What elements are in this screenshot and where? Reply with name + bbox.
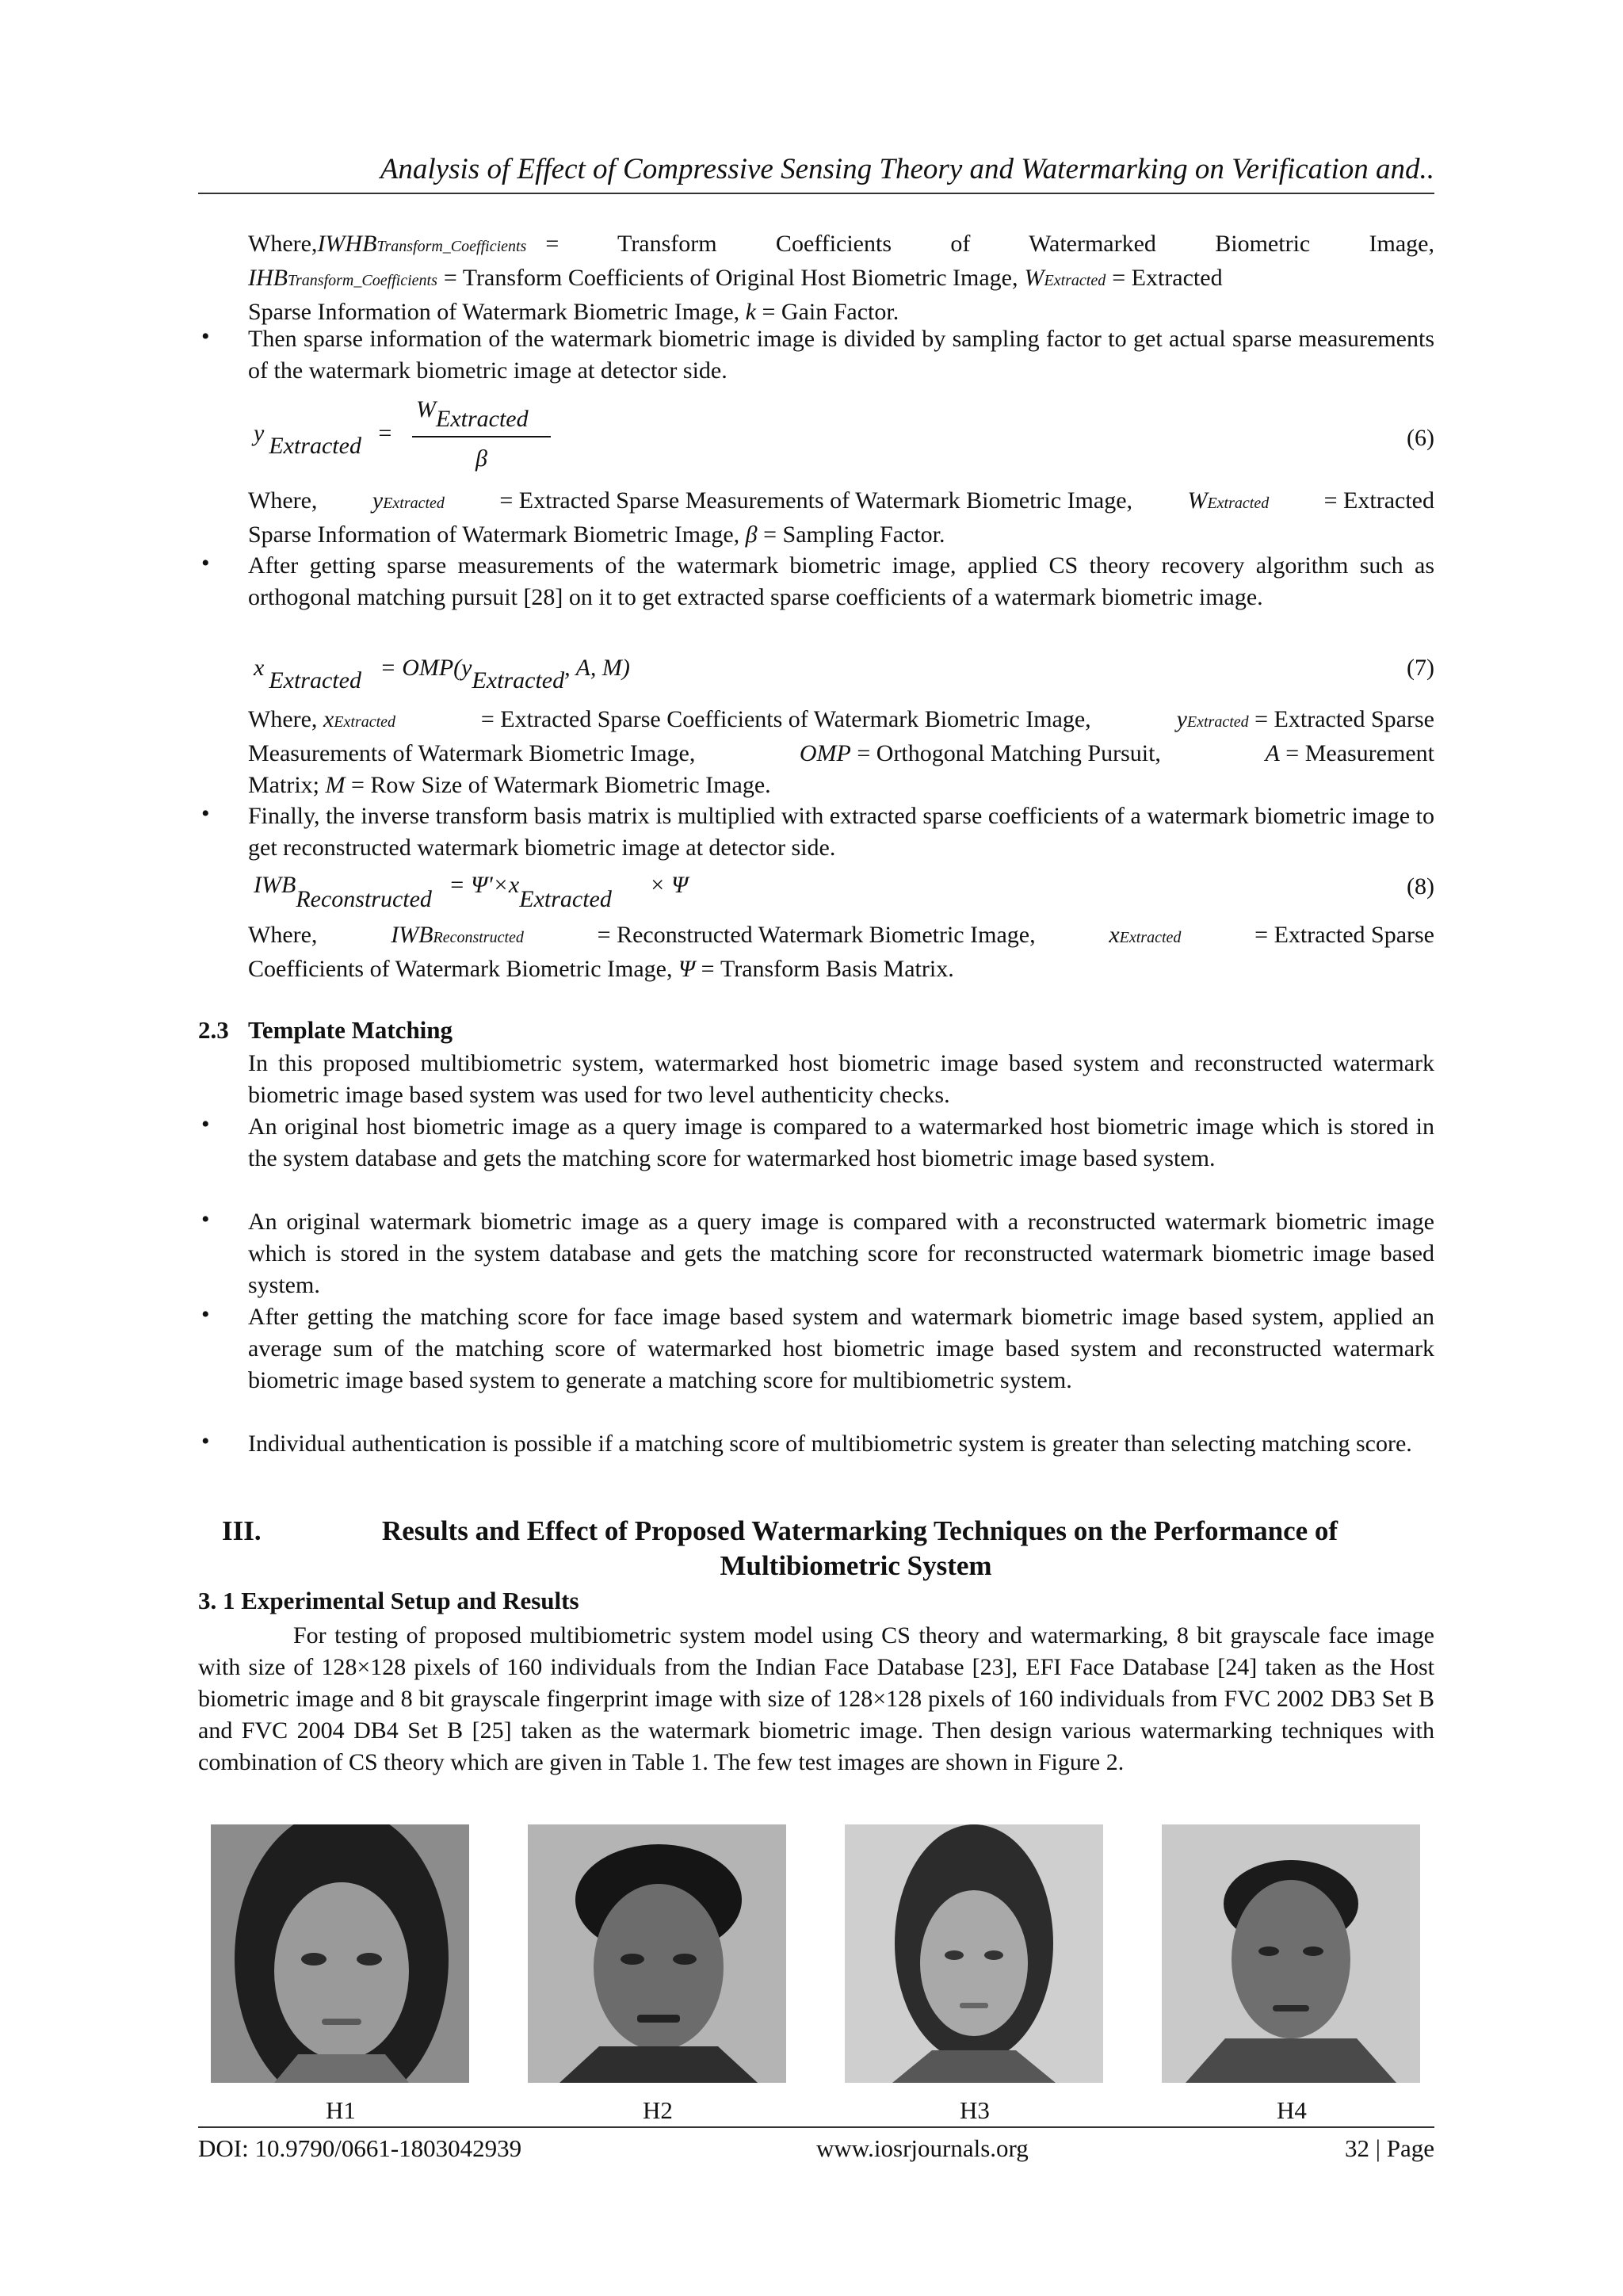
header-divider [198, 193, 1434, 194]
caption-h4: H4 [1277, 2096, 1307, 2124]
equation-6-denominator: β [475, 445, 487, 472]
equation-6-numerator: WExtracted [416, 396, 529, 432]
w-subscript: Extracted [1207, 495, 1270, 512]
beta-definition: = Sampling Factor. [763, 521, 945, 548]
iwhb-subscript: Transform_Coeffi [376, 238, 490, 255]
equation-8: IWBReconstructed = Ψ'×xExtracted × Ψ [254, 872, 689, 912]
caption-h1: H1 [326, 2096, 356, 2124]
footer-website: www.iosrjournals.org [816, 2134, 1029, 2162]
bullet-marker: • [201, 1111, 210, 1137]
bullet-marker: • [201, 800, 210, 827]
equation-6-lhs: y Extracted = [254, 420, 393, 459]
face-image-h4 [1162, 1824, 1420, 2083]
ihb-symbol: IHB [248, 265, 288, 291]
k-definition: = Gain Factor. [762, 299, 899, 325]
template-bullet-3: After getting the matching score for face image based system and watermark biometric image based system, applied an average sum of the matching score of watermarked host biometric image based system and reconstructed watermark biometric image based system to generate a matching score for multibiometric system. [248, 1304, 1434, 1393]
w-definition: = Extracted [1112, 265, 1223, 291]
w-symbol: W [1024, 265, 1044, 291]
where6-line2: Sparse Information of Watermark Biometric Image, [248, 521, 740, 548]
face-image-h2 [528, 1824, 786, 2083]
footer-doi: DOI: 10.9790/0661-1803042939 [198, 2134, 522, 2162]
bullet-marker: • [201, 1206, 210, 1232]
bullet-inverse-transform: Finally, the inverse transform basis matrix is multiplied with extracted sparse coefficients of a watermark biometric image to get reconstructed watermark biometric image at detector side. [248, 803, 1434, 861]
iwhb-definition: = Transform Coefficients of Watermarked Biometric Image, [545, 231, 1434, 257]
bullet-marker: • [201, 1428, 210, 1454]
w-definition: = Extracted [1323, 487, 1434, 514]
ihb-subscript: Transform_Coefficients [287, 272, 437, 289]
bullet-sparse-info: Then sparse information of the watermark biometric image is divided by sampling factor to get actual sparse measurements of the watermark biometric image at detector side. [248, 326, 1434, 384]
where-block-eq8: Where, IWBReconstructed = Reconstructed Watermark Biometric Image, xExtracted = Extracted Sparse Coefficients of Watermark Biometric Image, Ψ = Transform Basis Matrix. [248, 922, 1434, 982]
section-2-3-number: 2.3 [198, 1016, 229, 1044]
iwhb-symbol: IWHB [317, 231, 377, 257]
where-block-eq7: Where, xExtracted = Extracted Sparse Coefficients of Watermark Biometric Image, yExtracted = Extracted Sparse Measurements of Watermark Biometric Image, OMP = Orthogonal Matching Pursuit, A = Measurement Matrix; M = Row Size of Watermark Biometric Image. [248, 706, 1434, 798]
section-2-3-title: Template Matching [248, 1016, 453, 1044]
caption-h2: H2 [643, 2096, 673, 2124]
bullet-marker: • [201, 323, 210, 350]
template-bullet-2: An original watermark biometric image as a query image is compared with a reconstructed watermark biometric image which is stored in the system database and gets the matching score for reconstructed watermark biometric image based system. [248, 1209, 1434, 1298]
where5-line3: Sparse Information of Watermark Biometric Image, [248, 299, 740, 325]
bullet-marker: • [201, 1301, 210, 1328]
experimental-setup-paragraph: For testing of proposed multibiometric system model using CS theory and watermarking, 8 bit grayscale face image with size of 128×128 pixels of 160 individuals from the Indian Face Database [23], EFI Face Database [24] taken as the Host biometric image and 8 bit grayscale fingerprint image with size of 128×128 pixels of 160 individuals from FVC 2002 DB3 Set B and FVC 2004 DB4 Set B [25] taken as the watermark biometric image. Then design various watermarking techniques with combination of CS theory which are given in Table 1. The few test images are shown in Figure 2. [198, 1622, 1434, 1775]
template-bullet-1: An original host biometric image as a query image is compared to a watermarked host biometric image which is stored in the system database and gets the matching score for watermarked host biometric image based system. [248, 1114, 1434, 1171]
where-block-eq5 [248, 228, 1434, 328]
y-definition: = Extracted Sparse Measurements of Watermark Biometric Image, [499, 487, 1133, 514]
beta-symbol: β [745, 521, 758, 548]
bullet-cs-recovery: After getting sparse measurements of the watermark biometric image, applied CS theory recovery algorithm such as orthogonal matching pursuit [28] on it to get extracted sparse coefficients of a watermark biometric image. [248, 552, 1434, 610]
footer-divider [198, 2126, 1434, 2128]
equation-6-number: (6) [1407, 425, 1434, 451]
section-3-number: III. [222, 1515, 262, 1546]
equation-6-fraction-bar [412, 436, 551, 437]
equation-8-number: (8) [1407, 873, 1434, 900]
face-image-h3 [845, 1824, 1103, 2083]
equation-7-number: (7) [1407, 655, 1434, 681]
w-symbol: W [1187, 487, 1208, 514]
y-symbol: y [372, 487, 384, 514]
w-subscript: Extracted [1044, 272, 1106, 289]
footer-page-number: 32 | Page [1345, 2134, 1434, 2162]
equation-7: x Extracted = OMP(yExtracted, A, M) [254, 655, 630, 693]
where-label: Where, [248, 487, 318, 514]
iwhb-subscript-tail: cients [489, 238, 527, 255]
template-bullet-4: Individual authentication is possible if a matching score of multibiometric system is greater than selecting matching score. [248, 1431, 1412, 1457]
caption-h3: H3 [960, 2096, 990, 2124]
ihb-definition: = Transform Coefficients of Original Host Biometric Image, [443, 265, 1018, 291]
where-label: Where, [248, 231, 318, 257]
section-3-title-line1: Results and Effect of Proposed Watermarking Techniques on the Performance of [381, 1515, 1338, 1546]
y-subscript: Extracted [383, 495, 445, 512]
where-block-eq6 [248, 485, 1434, 551]
face-image-h1 [211, 1824, 469, 2083]
section-3-title-line2: Multibiometric System [720, 1550, 992, 1581]
bullet-marker: • [201, 550, 210, 576]
k-symbol: k [745, 299, 756, 325]
section-2-3-intro: In this proposed multibiometric system, watermarked host biometric image based system and reconstructed watermark biometric image based system was used for two level authenticity checks. [248, 1050, 1434, 1108]
running-header: Analysis of Effect of Compressive Sensing Theory and Watermarking on Verification and.. [380, 153, 1434, 185]
subsection-3-1-title: 3. 1 Experimental Setup and Results [198, 1587, 579, 1614]
